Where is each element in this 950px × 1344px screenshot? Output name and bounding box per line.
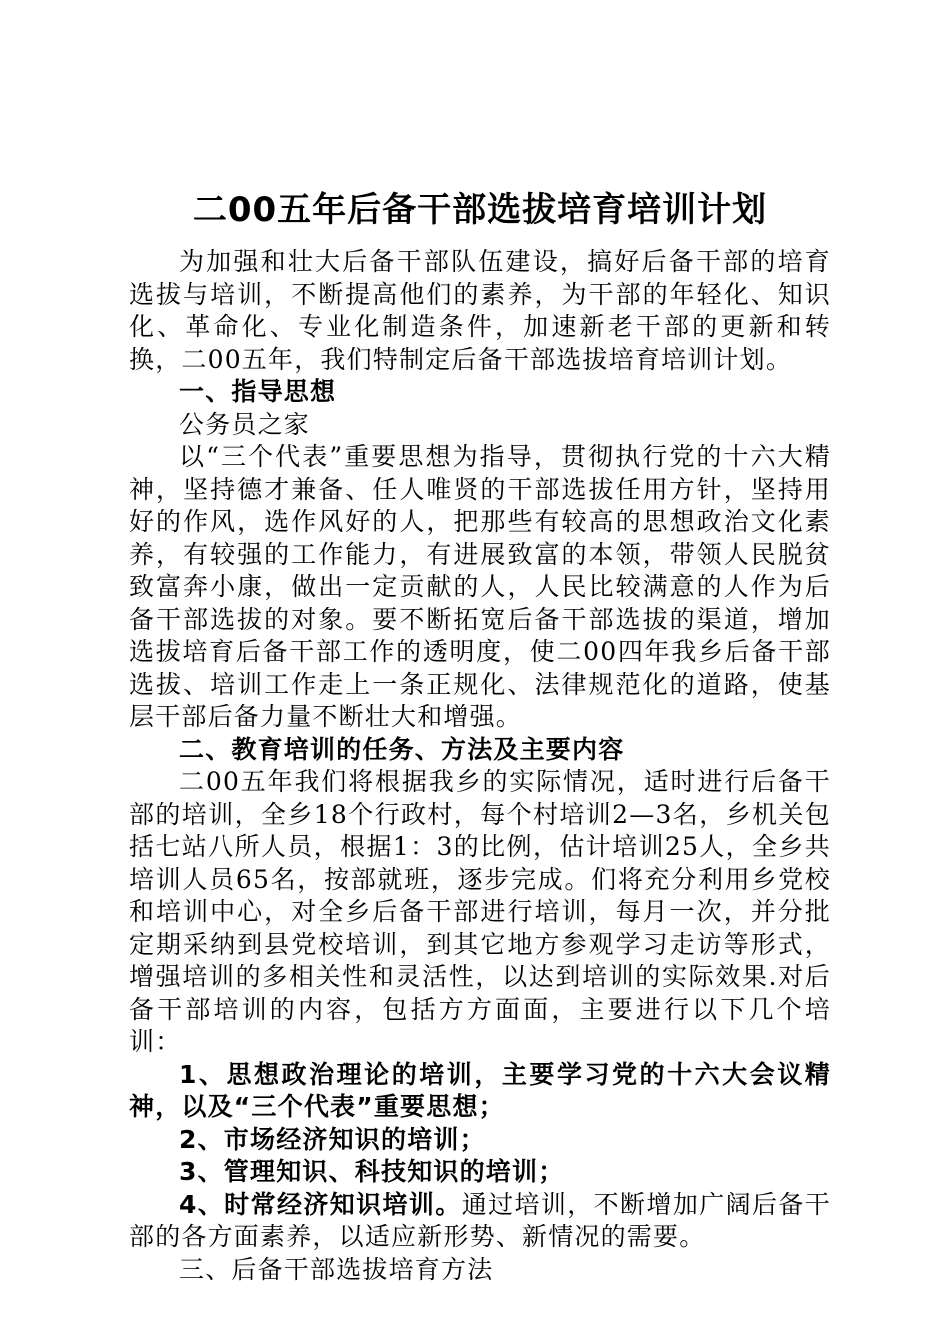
section-1-note: 公务员之家: [179, 409, 311, 439]
document-title: 二00五年后备干部选拔培育培训计划: [192, 190, 768, 230]
training-item-3: [129, 1156, 831, 1189]
training-item-1: [129, 1059, 831, 1124]
training-item-1-text: 1、思想政治理论的培训，主要学习党的十六大会议精神，以及“三个代表”重要思想；: [129, 1059, 831, 1121]
training-item-2-text: 2、市场经济知识的培训；: [179, 1124, 486, 1154]
training-item-4: [129, 1189, 831, 1254]
document-body: [129, 188, 831, 1286]
intro-paragraph: 为加强和壮大后备干部队伍建设，搞好后备干部的培育选拔与培训，不断提高他们的素养，为干部的年轻化、知识化、革命化、专业化制造条件，加速新老干部的更新和转换，二00五年，我们特制定后备干部选拔培育培训计划。: [129, 247, 831, 374]
training-item-4-text: 通过培训，不断增加广阔后备干部的各方面素养，以适应新形势、新情况的需要。: [129, 1189, 831, 1251]
section-2-paragraph: 二00五年我们将根据我乡的实际情况，适时进行后备干部的培训，全乡18个行政村，每个村培训2—3名，乡机关包括七站八所人员，根据1：3的比例，估计培训25人，全乡共培训人员65名，按部就班，逐步完成。们将充分利用乡党校和培训中心，对全乡后备干部进行培训，每月一次，并分批定期采纳到县党校培训，到其它地方参观学习走访等形式，增强培训的多相关性和灵活性，以达到培训的实际效果.对后备干部培训的内容，包括方方面面，主要进行以下几个培训：: [129, 767, 831, 1056]
section-1-heading: 一、指导思想: [179, 377, 337, 406]
training-item-2: [129, 1124, 831, 1157]
section-3-heading: 三、后备干部选拔培育方法: [179, 1254, 494, 1284]
training-item-4-lead: 4、时常经济知识培训。: [179, 1189, 462, 1219]
training-item-3-text: 3、管理知识、科技知识的培训；: [179, 1157, 565, 1186]
section-2-heading: 二、教育培训的任务、方法及主要内容: [179, 734, 625, 764]
section-1-paragraph: 以“三个代表”重要思想为指导，贯彻执行党的十六大精神，坚持德才兼备、任人唯贤的干部选拔任用方针，坚持用好的作风，选作风好的人，把那些有较高的思想政治文化素养，有较强的工作能力，有进展致富的本领，带领人民脱贫致富奔小康，做出一定贡献的人，人民比较满意的人作为后备干部选拔的对象。要不断拓宽后备干部选拔的渠道，增加选拔培育后备干部工作的透明度，使二00四年我乡后备干部选拔、培训工作走上一条正规化、法律规范化的道路，使基层干部后备力量不断壮大和增强。: [129, 442, 831, 731]
